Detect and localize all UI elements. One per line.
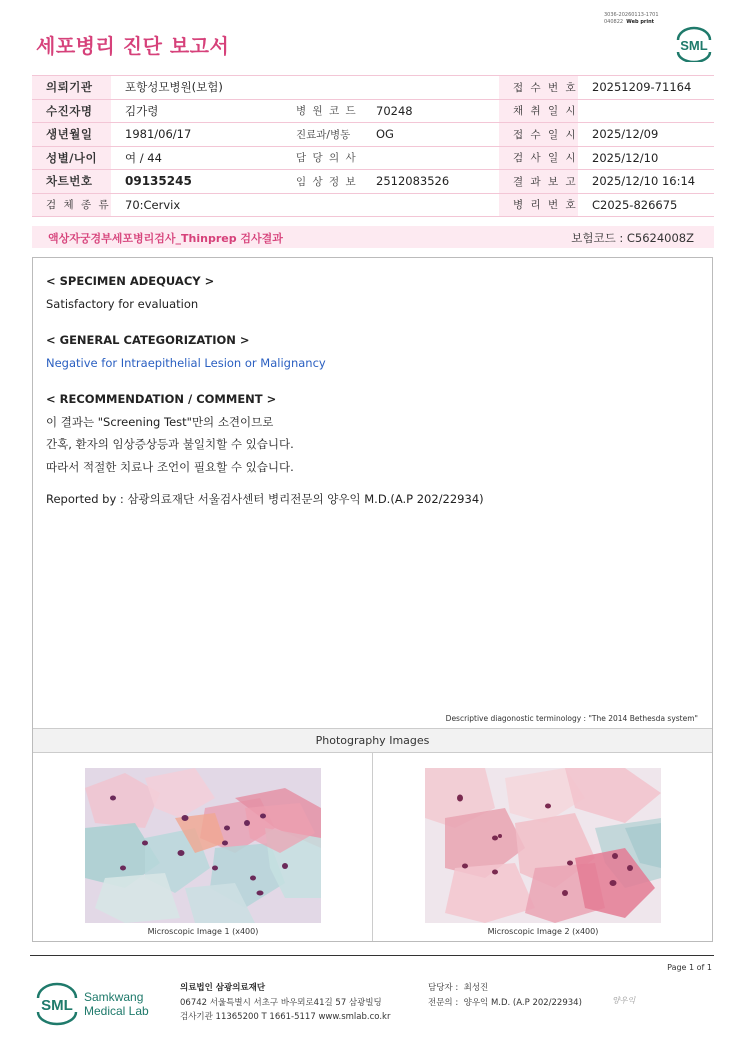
sex-age-value: 여 / 44 [111,146,282,170]
chart-no-label: 차트번호 [32,170,111,194]
doctor-value [362,146,499,170]
caption-image-2: Microscopic Image 2 (x400) [487,927,599,936]
samkwang-logo-line1: Samkwang [84,990,144,1004]
exam-bar [32,226,714,248]
document-id-line2: 040822 [604,18,624,25]
pathology-no-label: 병 리 번 호 [499,193,578,217]
chart-no-value: 09135245 [111,170,282,194]
receipt-date-value: 2025/12/09 [578,123,714,147]
comment-line-1: 이 결과는 "Screening Test"만의 소견이므로 [46,414,274,429]
collection-date-label: 채 취 일 시 [499,99,578,123]
report-date-value: 2025/12/10 16:14 [578,170,714,194]
result-box [32,257,713,942]
report-date-label: 결 과 보 고 [499,170,578,194]
requesting-org-label: 의뢰기관 [32,76,111,100]
comment-heading: < RECOMMENDATION / COMMENT > [46,392,277,406]
samkwang-logo-icon [36,980,156,1028]
test-date-value: 2025/12/10 [578,146,714,170]
sml-logo-text: SML [680,38,708,53]
comment-line-2: 간혹, 환자의 임상증상등과 불일치할 수 있습니다. [46,437,294,451]
dept-label: 진료과/병동 [282,123,362,147]
document-id [604,12,659,25]
page-number: Page 1 of 1 [667,963,712,972]
specimen-label: 검 체 종 류 [32,193,111,217]
pathology-no-value: C2025-826675 [578,193,714,217]
org-contact: 검사기관 11365200 T 1661-5117 www.smlab.co.kr [180,1012,391,1022]
exam-name: 액상자궁경부세포병리검사_Thinprep 검사결과 [48,232,283,245]
org-address: 06742 서울특별시 서초구 바우뫼로41길 57 삼광빌딩 [180,997,382,1008]
adequacy-heading: < SPECIMEN ADEQUACY > [46,274,215,288]
terminology-note: Descriptive diagonostic terminology : "The 2014 Bethesda system" [445,714,698,723]
specimen-value: 70:Cervix [111,193,499,217]
microscopic-image-2[interactable] [425,768,661,923]
photo-divider [372,753,373,941]
collection-date-value [578,99,714,123]
receipt-no-label: 접 수 번 호 [499,76,578,100]
document-id-line1: 3036-20260113-1701 [604,12,659,18]
result-text [46,270,484,511]
samkwang-logo-line2: Medical Lab [84,1004,149,1018]
clinical-info-value: 2512083526 [362,170,499,194]
organization-info [180,981,390,1025]
receipt-date-label: 접 수 일 시 [499,123,578,147]
birth-value: 1981/06/17 [111,123,282,147]
staff-label: 담당자 : [428,983,459,993]
table-row [32,170,714,194]
photo-section-header: Photography Images [33,728,712,753]
samkwang-logo-main: SML [41,997,73,1014]
staff-name: 최성진 [463,983,489,993]
category-heading: < GENERAL CATEGORIZATION > [46,333,250,347]
requesting-org-value: 포항성모병원(보험) [111,76,499,100]
caption-image-1: Microscopic Image 1 (x400) [147,927,259,936]
test-date-label: 검 사 일 시 [499,146,578,170]
sml-logo-icon [674,26,714,62]
staff-info [428,981,582,1010]
table-row [32,123,714,147]
patient-label: 수진자명 [32,99,111,123]
receipt-no-value: 20251209-71164 [578,76,714,100]
org-name: 의료법인 삼광의료재단 [180,983,266,993]
patient-value: 김가령 [111,99,282,123]
birth-label: 생년월일 [32,123,111,147]
clinical-info-label: 임 상 정 보 [282,170,362,194]
hospital-code-value: 70248 [362,99,499,123]
microscopic-image-1[interactable] [85,768,321,923]
web-print-label: Web print [626,18,655,25]
footer-divider [30,955,714,956]
specialist-label: 전문의 : [428,997,459,1008]
hospital-code-label: 병 원 코 드 [282,99,362,123]
category-value: Negative for Intraepithelial Lesion or Malignancy [46,355,326,370]
specialist-name: 양우익 M.D. (A.P 202/22934) [463,997,582,1008]
sex-age-label: 성별/나이 [32,146,111,170]
signature: 양우익 [612,996,636,1005]
table-row [32,193,714,217]
reported-by: Reported by : 삼광의료재단 서울검사센터 병리전문의 양우익 M.D.(A.P 202/22934) [46,492,484,506]
doctor-label: 담 당 의 사 [282,146,362,170]
table-row [32,146,714,170]
adequacy-value: Satisfactory for evaluation [46,296,199,311]
report-title: 세포병리 진단 보고서 [36,34,230,58]
comment-line-3: 따라서 적절한 치료나 조언이 필요할 수 있습니다. [46,459,294,474]
table-row [32,99,714,123]
table-row [32,76,714,100]
patient-info-table [32,75,714,217]
dept-value: OG [362,123,499,147]
insurance-code: 보험코드 : C5624008Z [571,231,694,245]
